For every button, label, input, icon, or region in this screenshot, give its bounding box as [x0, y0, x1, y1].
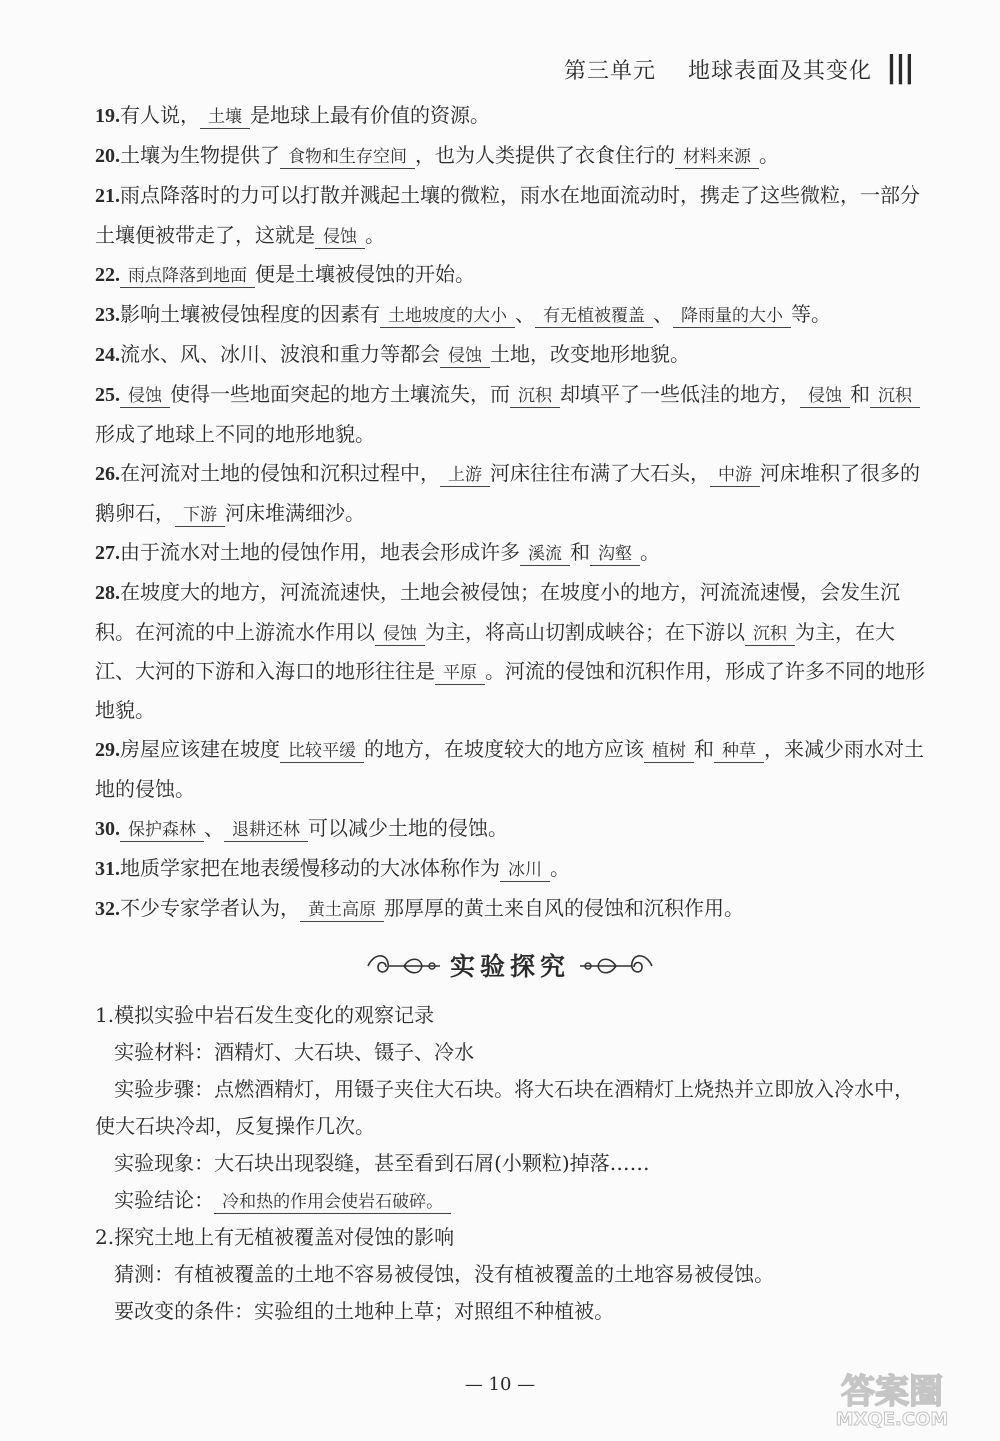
left-ornament-icon	[364, 949, 444, 983]
experiment-2-guess: 猜测：有植被覆盖的土地不容易被侵蚀，没有植被覆盖的土地容易被侵蚀。	[114, 1262, 775, 1286]
question-text: 。	[365, 223, 385, 247]
experiment-1-conclusion: 实验结论： 冷和热的作用会使岩石破碎。	[95, 1182, 925, 1219]
answer-blank: 退耕还林	[224, 819, 308, 842]
question-text: 土壤为生物提供了	[120, 143, 280, 167]
question-item	[95, 454, 925, 533]
question-item	[95, 295, 925, 335]
answer-blank: 侵蚀	[800, 385, 850, 408]
answer-blank: 种草	[714, 740, 764, 763]
question-item	[95, 136, 925, 176]
answer-blank: 沉积	[870, 385, 920, 408]
answer-blank: 有无植被覆盖	[535, 305, 653, 328]
question-number: 26.	[95, 463, 120, 485]
question-text: 河床往往布满了大石头，	[490, 461, 710, 485]
page-content	[95, 96, 925, 1330]
answer-blank: 土地坡度的大小	[380, 305, 515, 328]
question-text: 不少专家学者认为，	[120, 896, 300, 920]
answer-blank: 沟壑	[590, 543, 640, 566]
question-item	[95, 96, 925, 136]
question-text: 河床堆满细沙。	[225, 501, 365, 525]
question-list	[95, 96, 925, 929]
question-text: 地质学家把在地表缓慢移动的大冰体称作为	[120, 856, 500, 880]
experiment-1-steps: 实验步骤：点燃酒精灯，用镊子夹住大石块。将大石块在酒精灯上烧热并立即放入冷水中，使大石块冷却，反复操作几次。	[95, 1077, 915, 1138]
section-heading	[95, 943, 925, 983]
experiment-1-phenomenon: 实验现象：大石块出现裂缝，甚至看到石屑(小颗粒)掉落……	[114, 1151, 650, 1175]
question-text: 流水、风、冰川、波浪和重力等都会	[120, 342, 440, 366]
svg-text:答案圈: 答案圈	[841, 1372, 943, 1412]
page-number: — 10 —	[464, 1374, 536, 1395]
answer-blank: 下游	[175, 504, 225, 527]
question-number: 21.	[95, 185, 120, 207]
question-text: ，来减少雨水对土地的侵蚀。	[95, 737, 924, 801]
answer-blank: 雨点降落到地面	[120, 265, 255, 288]
question-text: 形成了地球上不同的地形地貌。	[95, 422, 375, 446]
answer-blank: 保护森林	[120, 819, 204, 842]
question-item	[95, 375, 925, 454]
question-text: 。	[640, 540, 660, 564]
answer-blank: 植树	[644, 740, 694, 763]
question-text: 在坡度大的地方，河流流速快，土地会被侵蚀；在坡度小的地方，河流流速慢，会发生沉积。在河流的中上游流水作用以	[95, 580, 900, 644]
question-text: 便是土壤被侵蚀的开始。	[255, 262, 475, 286]
question-text: 雨点降落时的力可以打散并溅起土壤的微粒，雨水在地面流动时，携走了这些微粒，一部分土壤便被带走了，这就是	[95, 183, 920, 247]
question-item	[95, 573, 925, 730]
question-text: 。	[759, 143, 779, 167]
answer-blank: 上游	[440, 464, 490, 487]
question-item	[95, 335, 925, 375]
question-text: 。	[550, 856, 570, 880]
question-text: 却填平了一些低洼的地方，	[560, 382, 800, 406]
question-text: 使得一些地面突起的地方土壤流失，而	[170, 382, 510, 406]
question-text: 的地方，在坡度较大的地方应该	[364, 737, 644, 761]
section-title: 实验探究	[449, 952, 570, 981]
question-number: 30.	[95, 818, 120, 840]
experiment-2-change: 要改变的条件：实验组的土地种上草；对照组不种植被。	[114, 1299, 615, 1323]
question-item	[95, 730, 925, 809]
question-item	[95, 176, 925, 255]
answer-blank: 侵蚀	[315, 226, 365, 249]
question-text: 和	[694, 737, 714, 761]
question-text: 房屋应该建在坡度	[120, 737, 280, 761]
question-text: 、	[204, 816, 224, 840]
unit-title: 地球表面及其变化	[687, 59, 872, 84]
answer-blank: 平原	[435, 662, 485, 685]
answer-blank: 比较平缓	[280, 740, 364, 763]
question-number: 28.	[95, 582, 120, 604]
answer-blank: 侵蚀	[120, 385, 170, 408]
watermark-logo	[802, 1365, 982, 1431]
question-number: 23.	[95, 304, 120, 326]
question-item	[95, 809, 925, 849]
answer-blank: 降雨量的大小	[673, 305, 791, 328]
page-header	[563, 50, 913, 85]
experiment-1-materials: 实验材料：酒精灯、大石块、镊子、冷水	[114, 1040, 475, 1064]
question-text: 。河流的侵蚀和沉积作用，形成了许多不同的地形地貌。	[95, 659, 925, 722]
answer-blank: 沉积	[510, 385, 560, 408]
question-text: 河床堆积了很多的鹅卵石，	[95, 461, 920, 525]
question-number: 22.	[95, 264, 120, 286]
answer-blank: 侵蚀	[440, 345, 490, 368]
answer-blank: 溪流	[520, 543, 570, 566]
question-text: 、	[653, 302, 673, 326]
question-number: 29.	[95, 739, 120, 761]
answer-blank: 土壤	[200, 106, 250, 129]
question-item	[95, 849, 925, 889]
answer-blank: 冷和热的作用会使岩石破碎。	[214, 1191, 451, 1214]
answer-blank: 中游	[710, 464, 760, 487]
question-text: 、	[515, 302, 535, 326]
answer-blank: 沉积	[745, 623, 795, 646]
question-text: 土地，改变地形地貌。	[490, 342, 690, 366]
question-text: 和	[570, 540, 590, 564]
question-item	[95, 255, 925, 295]
question-number: 31.	[95, 858, 120, 880]
question-text: 等。	[791, 302, 831, 326]
answer-blank: 食物和生存空间	[280, 146, 415, 169]
question-text: 由于流水对土地的侵蚀作用，地表会形成许多	[120, 540, 520, 564]
question-number: 25.	[95, 384, 120, 406]
question-number: 27.	[95, 542, 120, 564]
unit-label: 第三单元	[563, 59, 656, 84]
header-bars: |||	[886, 50, 913, 85]
svg-text:MXQE.COM: MXQE.COM	[835, 1409, 949, 1430]
answer-blank: 黄土高原	[300, 899, 384, 922]
question-text: 在河流对土地的侵蚀和沉积过程中，	[120, 461, 440, 485]
question-number: 20.	[95, 145, 120, 167]
answer-blank: 材料来源	[675, 146, 759, 169]
question-number: 24.	[95, 344, 120, 366]
question-item	[95, 889, 925, 929]
question-text: ，也为人类提供了衣食住行的	[415, 143, 675, 167]
question-item	[95, 533, 925, 573]
question-text: 那厚厚的黄土来自风的侵蚀和沉积作用。	[384, 896, 744, 920]
question-text: 影响土壤被侵蚀程度的因素有	[120, 302, 380, 326]
question-text: 和	[850, 382, 870, 406]
question-text: 是地球上最有价值的资源。	[250, 103, 490, 127]
question-text: 有人说，	[120, 103, 200, 127]
question-number: 19.	[95, 105, 120, 127]
answer-blank: 侵蚀	[375, 623, 425, 646]
answer-blank: 冰川	[500, 859, 550, 882]
question-text: 为主，在大江、大河的下游和入海口的地形往往是	[95, 620, 895, 683]
experiment-2-title: 2.探究土地上有无植被覆盖对侵蚀的影响	[95, 1225, 455, 1249]
experiment-1-title: 1.模拟实验中岩石发生变化的观察记录	[95, 1003, 435, 1027]
question-text: 为主，将高山切割成峡谷；在下游以	[425, 620, 745, 644]
question-number: 32.	[95, 898, 120, 920]
question-text: 可以减少土地的侵蚀。	[308, 816, 508, 840]
right-ornament-icon	[576, 949, 656, 983]
